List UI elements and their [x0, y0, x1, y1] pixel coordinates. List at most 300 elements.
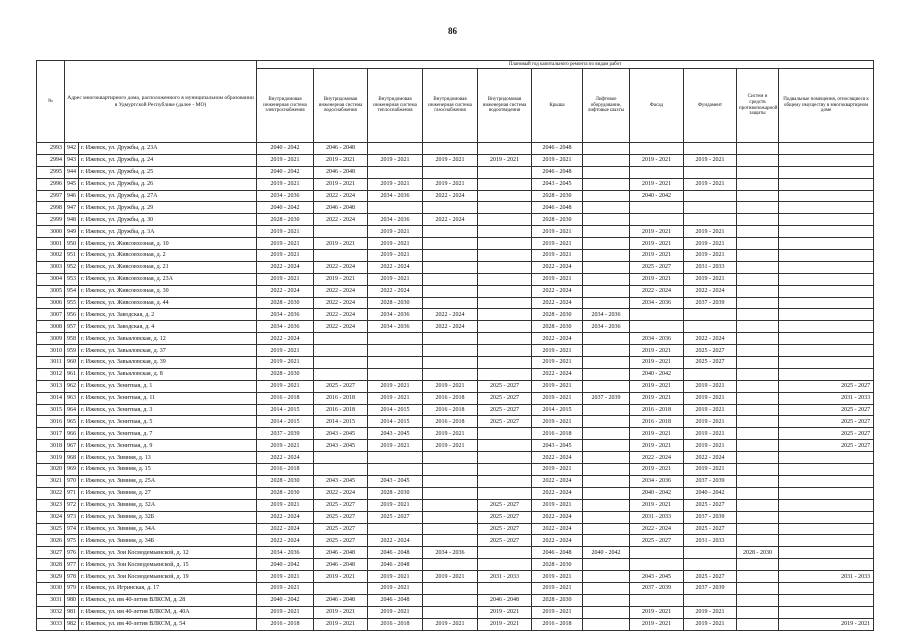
row-cell-period: 2040 - 2042	[684, 487, 737, 499]
row-cell-period	[583, 582, 630, 594]
row-cell-period: 2014 - 2015	[368, 404, 423, 416]
table-row	[37, 333, 874, 345]
row-cell-period: 2022 - 2024	[532, 333, 583, 345]
row-cell-period: 2025 - 2027	[630, 535, 684, 547]
row-sub-number: 981	[65, 606, 79, 618]
row-address: г. Ижевск, ул. Зимняя, д. 15	[79, 464, 257, 476]
table-row	[37, 428, 874, 440]
row-address: г. Ижевск, ул. им 40-летия ВЛКСМ, д. 40А	[79, 606, 257, 618]
row-cell-period	[737, 523, 779, 535]
row-cell-period	[737, 440, 779, 452]
table-row	[37, 547, 874, 559]
row-cell-period: 2028 - 2030	[532, 309, 583, 321]
row-cell-period	[478, 582, 532, 594]
table-row	[37, 535, 874, 547]
row-cell-period	[478, 547, 532, 559]
row-cell-period	[737, 487, 779, 499]
row-address: г. Ижевск, ул. Зенитная, д. 1	[79, 380, 257, 392]
row-cell-period	[779, 226, 874, 238]
row-cell-period: 2019 - 2021	[423, 571, 478, 583]
row-sub-number: 972	[65, 499, 79, 511]
row-cell-period	[737, 606, 779, 618]
row-cell-period	[423, 606, 478, 618]
row-cell-period: 2019 - 2021	[684, 226, 737, 238]
row-cell-period	[630, 559, 684, 571]
row-sub-number: 954	[65, 285, 79, 297]
row-sub-number: 961	[65, 368, 79, 380]
row-cell-period: 2022 - 2024	[257, 523, 314, 535]
row-number: 3029	[37, 571, 65, 583]
row-address: г. Ижевск, ул. Игринская, д. 17	[79, 582, 257, 594]
row-cell-period	[737, 416, 779, 428]
row-cell-period: 2028 - 2030	[532, 559, 583, 571]
row-sub-number: 977	[65, 559, 79, 571]
row-cell-period: 2019 - 2021	[532, 499, 583, 511]
row-cell-period: 2019 - 2021	[423, 154, 478, 166]
row-cell-period: 2043 - 2045	[314, 440, 368, 452]
row-cell-period: 2022 - 2024	[257, 333, 314, 345]
row-cell-period: 2016 - 2018	[314, 404, 368, 416]
header-address: Адрес многоквартирного дома, расположенного в муниципальном образовании в Удмуртской Республике (далее - МО)	[65, 61, 257, 143]
row-cell-period	[583, 594, 630, 606]
row-cell-period: 2037 - 2039	[583, 392, 630, 404]
row-cell-period: 2046 - 2048	[314, 202, 368, 214]
row-cell-period: 2016 - 2018	[257, 464, 314, 476]
row-cell-period	[314, 345, 368, 357]
row-address: г. Ижевск, ул. Завьяловская, д. 37	[79, 345, 257, 357]
row-cell-period	[423, 475, 478, 487]
row-sub-number: 958	[65, 333, 79, 345]
row-cell-period	[478, 475, 532, 487]
row-cell-period	[779, 523, 874, 535]
row-cell-period: 2019 - 2021	[684, 428, 737, 440]
row-sub-number: 947	[65, 202, 79, 214]
row-number: 3010	[37, 345, 65, 357]
row-cell-period	[737, 452, 779, 464]
row-cell-period: 2043 - 2045	[368, 475, 423, 487]
header-col-roof: Крыша	[532, 69, 583, 143]
row-cell-period	[684, 368, 737, 380]
row-cell-period	[583, 214, 630, 226]
row-sub-number: 960	[65, 357, 79, 369]
row-cell-period: 2040 - 2042	[257, 166, 314, 178]
row-cell-period	[583, 464, 630, 476]
row-cell-period: 2019 - 2021	[684, 404, 737, 416]
row-address: г. Ижевск, ул. Завьяловская, д. 8	[79, 368, 257, 380]
row-cell-period: 2016 - 2018	[423, 404, 478, 416]
row-cell-period	[423, 261, 478, 273]
row-cell-period: 2019 - 2021	[532, 606, 583, 618]
row-cell-period	[478, 285, 532, 297]
row-cell-period	[423, 226, 478, 238]
row-cell-period	[478, 250, 532, 262]
row-cell-period: 2025 - 2027	[684, 357, 737, 369]
row-cell-period: 2019 - 2021	[630, 606, 684, 618]
row-cell-period	[583, 452, 630, 464]
row-cell-period: 2022 - 2024	[314, 214, 368, 226]
row-cell-period	[314, 464, 368, 476]
row-cell-period: 2019 - 2021	[630, 428, 684, 440]
table-row	[37, 464, 874, 476]
row-cell-period: 2040 - 2042	[257, 559, 314, 571]
row-sub-number: 945	[65, 178, 79, 190]
row-address: г. Ижевск, ул. Живсовхозная, д. 23А	[79, 273, 257, 285]
row-cell-period: 2019 - 2021	[630, 238, 684, 250]
header-no: №	[37, 61, 65, 143]
row-cell-period	[779, 309, 874, 321]
row-cell-period: 2025 - 2027	[478, 380, 532, 392]
row-address: г. Ижевск, ул. Живсовхозная, д. 2	[79, 250, 257, 262]
row-number: 2994	[37, 154, 65, 166]
row-cell-period: 2025 - 2027	[314, 535, 368, 547]
row-number: 3032	[37, 606, 65, 618]
row-cell-period	[779, 559, 874, 571]
row-cell-period	[478, 214, 532, 226]
row-cell-period	[583, 606, 630, 618]
row-cell-period: 2046 - 2048	[368, 559, 423, 571]
row-address: г. Ижевск, ул. Зои Космодемьянской, д. 15	[79, 559, 257, 571]
capital-repair-table	[36, 60, 874, 631]
row-address: г. Ижевск, ул. Дружбы, д. 30	[79, 214, 257, 226]
row-cell-period	[737, 404, 779, 416]
row-cell-period	[423, 345, 478, 357]
row-cell-period	[478, 238, 532, 250]
row-cell-period: 2019 - 2021	[630, 154, 684, 166]
table-row	[37, 345, 874, 357]
row-cell-period	[423, 594, 478, 606]
row-cell-period	[737, 285, 779, 297]
row-cell-period	[684, 547, 737, 559]
row-cell-period: 2019 - 2021	[532, 582, 583, 594]
row-cell-period	[478, 333, 532, 345]
row-cell-period	[737, 582, 779, 594]
row-cell-period	[583, 178, 630, 190]
row-number: 3013	[37, 380, 65, 392]
row-cell-period: 2019 - 2021	[368, 238, 423, 250]
row-number: 3004	[37, 273, 65, 285]
row-cell-period	[684, 190, 737, 202]
row-cell-period	[737, 571, 779, 583]
row-cell-period: 2016 - 2018	[532, 428, 583, 440]
row-cell-period	[478, 297, 532, 309]
row-cell-period: 2022 - 2024	[684, 452, 737, 464]
row-cell-period	[478, 559, 532, 571]
row-number: 2998	[37, 202, 65, 214]
row-sub-number: 956	[65, 309, 79, 321]
table-row	[37, 523, 874, 535]
row-cell-period	[737, 226, 779, 238]
row-cell-period	[583, 475, 630, 487]
row-number: 3007	[37, 309, 65, 321]
row-cell-period	[779, 368, 874, 380]
row-number: 3008	[37, 321, 65, 333]
row-cell-period	[314, 226, 368, 238]
row-cell-period: 2022 - 2024	[532, 368, 583, 380]
row-number: 3018	[37, 440, 65, 452]
table-row	[37, 618, 874, 630]
row-cell-period	[478, 166, 532, 178]
row-cell-period: 2019 - 2021	[257, 345, 314, 357]
row-number: 3030	[37, 582, 65, 594]
row-sub-number: 957	[65, 321, 79, 333]
header-col-facade: Фасад	[630, 69, 684, 143]
row-cell-period	[684, 166, 737, 178]
row-cell-period: 2022 - 2024	[314, 297, 368, 309]
row-cell-period: 2034 - 2036	[257, 547, 314, 559]
row-cell-period	[423, 535, 478, 547]
row-address: г. Ижевск, ул. Живсовхозная, д. 21	[79, 261, 257, 273]
table-body	[37, 143, 874, 631]
row-number: 3012	[37, 368, 65, 380]
row-cell-period	[583, 487, 630, 499]
row-cell-period: 2025 - 2027	[478, 523, 532, 535]
row-cell-period: 2019 - 2021	[257, 273, 314, 285]
row-cell-period: 2037 - 2039	[257, 428, 314, 440]
row-cell-period: 2025 - 2027	[779, 380, 874, 392]
row-cell-period	[583, 404, 630, 416]
row-cell-period: 2019 - 2021	[257, 380, 314, 392]
row-sub-number: 964	[65, 404, 79, 416]
row-cell-period: 2019 - 2021	[423, 380, 478, 392]
row-cell-period	[630, 594, 684, 606]
row-cell-period	[423, 297, 478, 309]
row-cell-period	[314, 582, 368, 594]
row-cell-period	[423, 285, 478, 297]
table-row	[37, 285, 874, 297]
row-cell-period: 2019 - 2021	[532, 416, 583, 428]
row-cell-period	[583, 511, 630, 523]
row-cell-period	[314, 357, 368, 369]
row-number: 3027	[37, 547, 65, 559]
row-cell-period: 2025 - 2027	[684, 523, 737, 535]
row-number: 3014	[37, 392, 65, 404]
row-cell-period	[478, 345, 532, 357]
row-address: г. Ижевск, ул. Дружбы, д. 27А	[79, 190, 257, 202]
row-sub-number: 970	[65, 475, 79, 487]
row-cell-period: 2019 - 2021	[314, 606, 368, 618]
row-number: 3022	[37, 487, 65, 499]
table-row	[37, 238, 874, 250]
row-cell-period: 2022 - 2024	[630, 452, 684, 464]
row-cell-period: 2046 - 2048	[314, 594, 368, 606]
row-cell-period: 2034 - 2036	[630, 475, 684, 487]
table-row	[37, 261, 874, 273]
row-cell-period: 2037 - 2039	[684, 511, 737, 523]
row-cell-period	[684, 202, 737, 214]
row-cell-period: 2046 - 2048	[532, 547, 583, 559]
row-cell-period: 2028 - 2030	[368, 487, 423, 499]
row-sub-number: 974	[65, 523, 79, 535]
row-cell-period: 2019 - 2021	[368, 273, 423, 285]
row-sub-number: 942	[65, 143, 79, 155]
row-cell-period: 2019 - 2021	[532, 238, 583, 250]
row-cell-period: 2019 - 2021	[368, 582, 423, 594]
row-cell-period: 2022 - 2024	[532, 535, 583, 547]
row-sub-number: 980	[65, 594, 79, 606]
row-address: г. Ижевск, ул. Дружбы, д. 3А	[79, 226, 257, 238]
table-row	[37, 297, 874, 309]
row-cell-period	[368, 333, 423, 345]
row-cell-period: 2019 - 2021	[630, 380, 684, 392]
row-number: 3024	[37, 511, 65, 523]
row-cell-period	[423, 499, 478, 511]
row-cell-period: 2028 - 2030	[257, 297, 314, 309]
row-cell-period	[478, 428, 532, 440]
row-cell-period: 2037 - 2039	[684, 582, 737, 594]
row-cell-period	[583, 440, 630, 452]
row-cell-period: 2016 - 2018	[630, 404, 684, 416]
row-cell-period: 2022 - 2024	[423, 309, 478, 321]
row-cell-period: 2034 - 2036	[583, 309, 630, 321]
row-cell-period: 2016 - 2018	[423, 392, 478, 404]
row-cell-period	[583, 261, 630, 273]
row-cell-period: 2046 - 2048	[314, 547, 368, 559]
row-address: г. Ижевск, ул. Зимняя, д. 32Б	[79, 511, 257, 523]
row-cell-period: 2019 - 2021	[532, 250, 583, 262]
row-cell-period: 2019 - 2021	[423, 178, 478, 190]
table-row	[37, 166, 874, 178]
row-cell-period	[779, 273, 874, 285]
row-cell-period: 2040 - 2042	[583, 547, 630, 559]
row-cell-period: 2037 - 2039	[684, 475, 737, 487]
row-cell-period	[478, 368, 532, 380]
row-address: г. Ижевск, ул. Зимняя, д. 27	[79, 487, 257, 499]
row-cell-period: 2043 - 2045	[532, 178, 583, 190]
table-row	[37, 606, 874, 618]
table-row	[37, 404, 874, 416]
row-cell-period	[737, 309, 779, 321]
row-number: 3002	[37, 250, 65, 262]
row-number: 3006	[37, 297, 65, 309]
row-cell-period: 2043 - 2045	[532, 440, 583, 452]
row-cell-period: 2019 - 2021	[257, 238, 314, 250]
row-cell-period: 2019 - 2021	[684, 392, 737, 404]
row-cell-period: 2034 - 2036	[368, 321, 423, 333]
header-col-fire-protection: Систем и средств противопожарной защиты	[737, 69, 779, 143]
row-cell-period	[314, 452, 368, 464]
row-number: 3000	[37, 226, 65, 238]
row-cell-period	[478, 143, 532, 155]
row-cell-period	[368, 202, 423, 214]
row-cell-period	[583, 571, 630, 583]
row-cell-period: 2046 - 2048	[314, 166, 368, 178]
row-cell-period	[737, 273, 779, 285]
row-cell-period: 2025 - 2027	[478, 535, 532, 547]
row-cell-period: 2019 - 2021	[368, 499, 423, 511]
row-cell-period: 2025 - 2027	[314, 523, 368, 535]
row-cell-period	[737, 511, 779, 523]
row-cell-period	[737, 297, 779, 309]
row-cell-period	[779, 475, 874, 487]
row-sub-number: 968	[65, 452, 79, 464]
row-sub-number: 975	[65, 535, 79, 547]
row-cell-period	[583, 345, 630, 357]
row-cell-period	[779, 487, 874, 499]
row-cell-period	[583, 368, 630, 380]
row-cell-period	[737, 559, 779, 571]
table-row	[37, 214, 874, 226]
row-address: г. Ижевск, ул. Заводская, д. 4	[79, 321, 257, 333]
row-cell-period: 2016 - 2018	[257, 618, 314, 630]
table-row	[37, 487, 874, 499]
row-cell-period	[423, 487, 478, 499]
row-cell-period: 2025 - 2027	[478, 392, 532, 404]
row-cell-period: 2019 - 2021	[423, 440, 478, 452]
row-cell-period	[779, 178, 874, 190]
row-cell-period: 2019 - 2021	[684, 273, 737, 285]
row-cell-period	[779, 499, 874, 511]
row-cell-period: 2025 - 2027	[314, 499, 368, 511]
row-cell-period	[779, 452, 874, 464]
row-cell-period	[478, 452, 532, 464]
table-row	[37, 202, 874, 214]
row-cell-period: 2025 - 2027	[684, 345, 737, 357]
table-row	[37, 380, 874, 392]
row-address: г. Ижевск, ул. Зенитная, д. 3	[79, 404, 257, 416]
table-row	[37, 357, 874, 369]
row-cell-period: 2043 - 2045	[314, 475, 368, 487]
row-sub-number: 971	[65, 487, 79, 499]
row-cell-period: 2019 - 2021	[532, 392, 583, 404]
row-cell-period	[368, 357, 423, 369]
row-address: г. Ижевск, ул. Зои Космодемьянской, д. 12	[79, 547, 257, 559]
row-cell-period	[478, 226, 532, 238]
row-cell-period: 2014 - 2015	[257, 416, 314, 428]
row-cell-period: 2022 - 2024	[314, 261, 368, 273]
row-cell-period	[478, 261, 532, 273]
row-cell-period	[684, 309, 737, 321]
row-cell-period: 2028 - 2030	[532, 190, 583, 202]
row-cell-period	[779, 202, 874, 214]
row-cell-period	[684, 594, 737, 606]
row-cell-period: 2016 - 2018	[423, 416, 478, 428]
row-cell-period: 2019 - 2021	[368, 392, 423, 404]
row-cell-period: 2019 - 2021	[630, 178, 684, 190]
row-cell-period: 2028 - 2030	[257, 214, 314, 226]
row-number: 3011	[37, 357, 65, 369]
row-cell-period	[779, 214, 874, 226]
row-cell-period: 2022 - 2024	[532, 297, 583, 309]
row-cell-period	[423, 368, 478, 380]
row-address: г. Ижевск, ул. Дружбы, д. 23А	[79, 143, 257, 155]
table-row	[37, 178, 874, 190]
row-cell-period: 2019 - 2021	[630, 464, 684, 476]
row-address: г. Ижевск, ул. Дружбы, д. 24	[79, 154, 257, 166]
row-cell-period	[368, 166, 423, 178]
row-cell-period	[583, 428, 630, 440]
row-cell-period	[737, 321, 779, 333]
row-number: 3005	[37, 285, 65, 297]
row-cell-period	[779, 250, 874, 262]
row-cell-period: 2016 - 2018	[630, 416, 684, 428]
table-row	[37, 440, 874, 452]
row-cell-period: 2022 - 2024	[532, 261, 583, 273]
row-cell-period: 2040 - 2042	[257, 143, 314, 155]
row-address: г. Ижевск, ул. Зимняя, д. 25А	[79, 475, 257, 487]
row-cell-period: 2022 - 2024	[630, 523, 684, 535]
row-cell-period: 2046 - 2048	[314, 143, 368, 155]
row-address: г. Ижевск, ул. Зенитная, д. 5	[79, 416, 257, 428]
row-cell-period	[478, 190, 532, 202]
table-row	[37, 309, 874, 321]
row-cell-period: 2019 - 2021	[257, 499, 314, 511]
row-cell-period	[779, 594, 874, 606]
row-cell-period: 2040 - 2042	[630, 190, 684, 202]
row-cell-period	[737, 214, 779, 226]
row-cell-period: 2022 - 2024	[532, 487, 583, 499]
row-cell-period	[423, 273, 478, 285]
row-number: 3020	[37, 464, 65, 476]
